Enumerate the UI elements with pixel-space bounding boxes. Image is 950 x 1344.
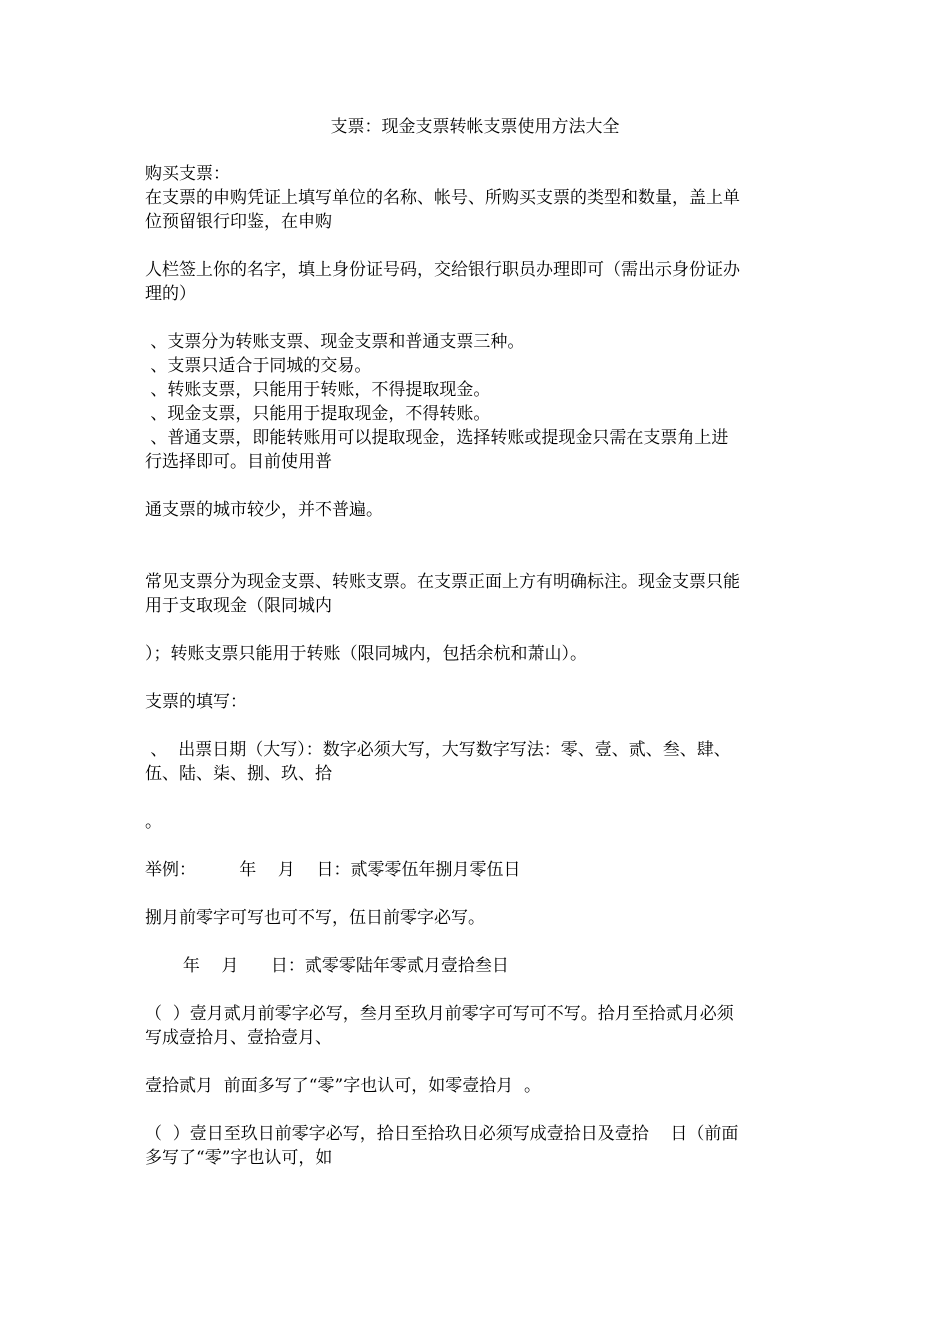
text-line: 壹拾贰月 前面多写了“零”字也认可，如零壹拾月 。 <box>145 1076 541 1096</box>
text-line: 、普通支票，即能转账用可以提取现金，选择转账或提现金只需在支票角上进 <box>145 428 729 448</box>
text-line: ）；转账支票只能用于转账（限同城内，包括余杭和萧山）。 <box>145 644 587 664</box>
text-line: 人栏签上你的名字，填上身份证号码，交给银行职员办理即可（需出示身份证办 <box>145 260 740 280</box>
text-line: 写成壹拾月、壹拾壹月、 <box>145 1028 332 1048</box>
text-line: 位预留银行印鉴，在申购 <box>145 212 332 232</box>
text-line: 理的） <box>145 284 196 304</box>
text-line: 、转账支票，只能用于转账，不得提取现金。 <box>145 380 491 400</box>
text-line: 、支票分为转账支票、现金支票和普通支票三种。 <box>145 332 525 352</box>
text-line: 伍、陆、柒、捌、玖、拾 <box>145 764 332 784</box>
text-line: 捌月前零字可写也可不写，伍日前零字必写。 <box>145 908 485 928</box>
text-line: 。 <box>145 812 162 832</box>
text-line: 、现金支票，只能用于提取现金，不得转账。 <box>145 404 491 424</box>
text-line: （ ）壹月贰月前零字必写，叁月至玖月前零字可写可不写。拾月至拾贰月必须 <box>145 1004 734 1024</box>
text-line: 行选择即可。目前使用普 <box>145 452 332 472</box>
text-line: 购买支票： <box>145 164 230 184</box>
text-line: 、支票只适合于同城的交易。 <box>145 356 372 376</box>
text-line: 通支票的城市较少，并不普遍。 <box>145 500 383 520</box>
text-line: 、 出票日期（大写）：数字必须大写，大写数字写法：零、壹、贰、叁、肆、 <box>145 740 731 760</box>
text-line: 年 月 日：贰零零陆年零贰月壹拾叁日 <box>145 956 509 976</box>
document-title: 支票：现金支票转帐支票使用方法大全 <box>330 117 620 137</box>
text-line: 在支票的申购凭证上填写单位的名称、帐号、所购买支票的类型和数量，盖上单 <box>145 188 740 208</box>
text-line: 支票的填写： <box>145 692 247 712</box>
text-line: 多写了“零”字也认可，如 <box>145 1148 333 1168</box>
text-line: 用于支取现金（限同城内 <box>145 596 332 616</box>
text-line: 常见支票分为现金支票、转账支票。在支票正面上方有明确标注。现金支票只能 <box>145 572 740 592</box>
text-line: （ ）壹日至玖日前零字必写，拾日至拾玖日必须写成壹拾日及壹拾 日（前面 <box>145 1124 739 1144</box>
text-line: 举例： 年 月 日：贰零零伍年捌月零伍日 <box>145 860 521 880</box>
